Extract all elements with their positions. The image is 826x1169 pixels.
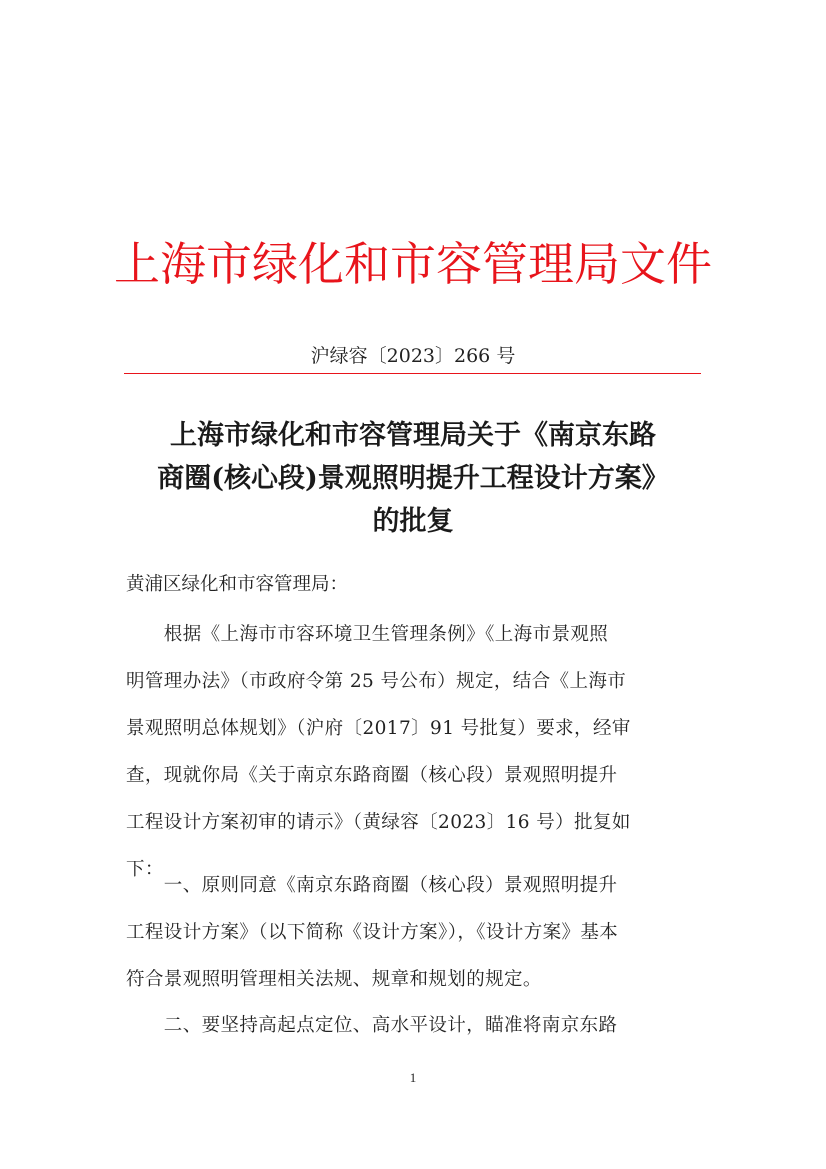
paragraph-line: 下： [126, 859, 164, 880]
body-paragraph [126, 611, 706, 893]
document-title [100, 414, 726, 543]
paragraph-line: 工程设计方案》（以下简称《设计方案》），《设计方案》基本 [126, 922, 619, 943]
document-number: 沪绿容〔2023〕266 号 [310, 345, 516, 367]
paragraph-line: 明管理办法》（市政府令第 25 号公布）规定，结合《上海市 [126, 671, 627, 692]
page-number: 1 [409, 1070, 417, 1085]
red-separator-line [124, 373, 701, 374]
addressee: 黄浦区绿化和市容管理局： [126, 574, 349, 595]
document-title-line: 商圈(核心段)景观照明提升工程设计方案》 [157, 463, 669, 494]
body-paragraph [126, 862, 706, 1003]
paragraph-line: 一、原则同意《南京东路商圈（核心段）景观照明提升 [126, 875, 618, 896]
paragraph-line: 二、要坚持高起点定位、高水平设计，瞄准将南京东路 [126, 1015, 618, 1036]
paragraph-line: 工程设计方案初审的请示》（黄绿容〔2023〕16 号）批复如 [126, 812, 631, 833]
paragraph-line: 根据《上海市市容环境卫生管理条例》《上海市景观照 [126, 624, 609, 645]
issuer-header-title: 上海市绿化和市容管理局文件 [114, 237, 712, 291]
paragraph-line: 景观照明总体规划》（沪府〔2017〕91 号批复）要求，经审 [126, 718, 631, 739]
document-title-line: 的批复 [372, 506, 454, 537]
body-paragraph [126, 1002, 706, 1049]
document-title-line: 上海市绿化和市容管理局关于《南京东路 [170, 420, 656, 451]
paragraph-line: 查，现就你局《关于南京东路商圈（核心段）景观照明提升 [126, 765, 618, 786]
paragraph-line: 符合景观照明管理相关法规、规章和规划的规定。 [126, 969, 542, 990]
